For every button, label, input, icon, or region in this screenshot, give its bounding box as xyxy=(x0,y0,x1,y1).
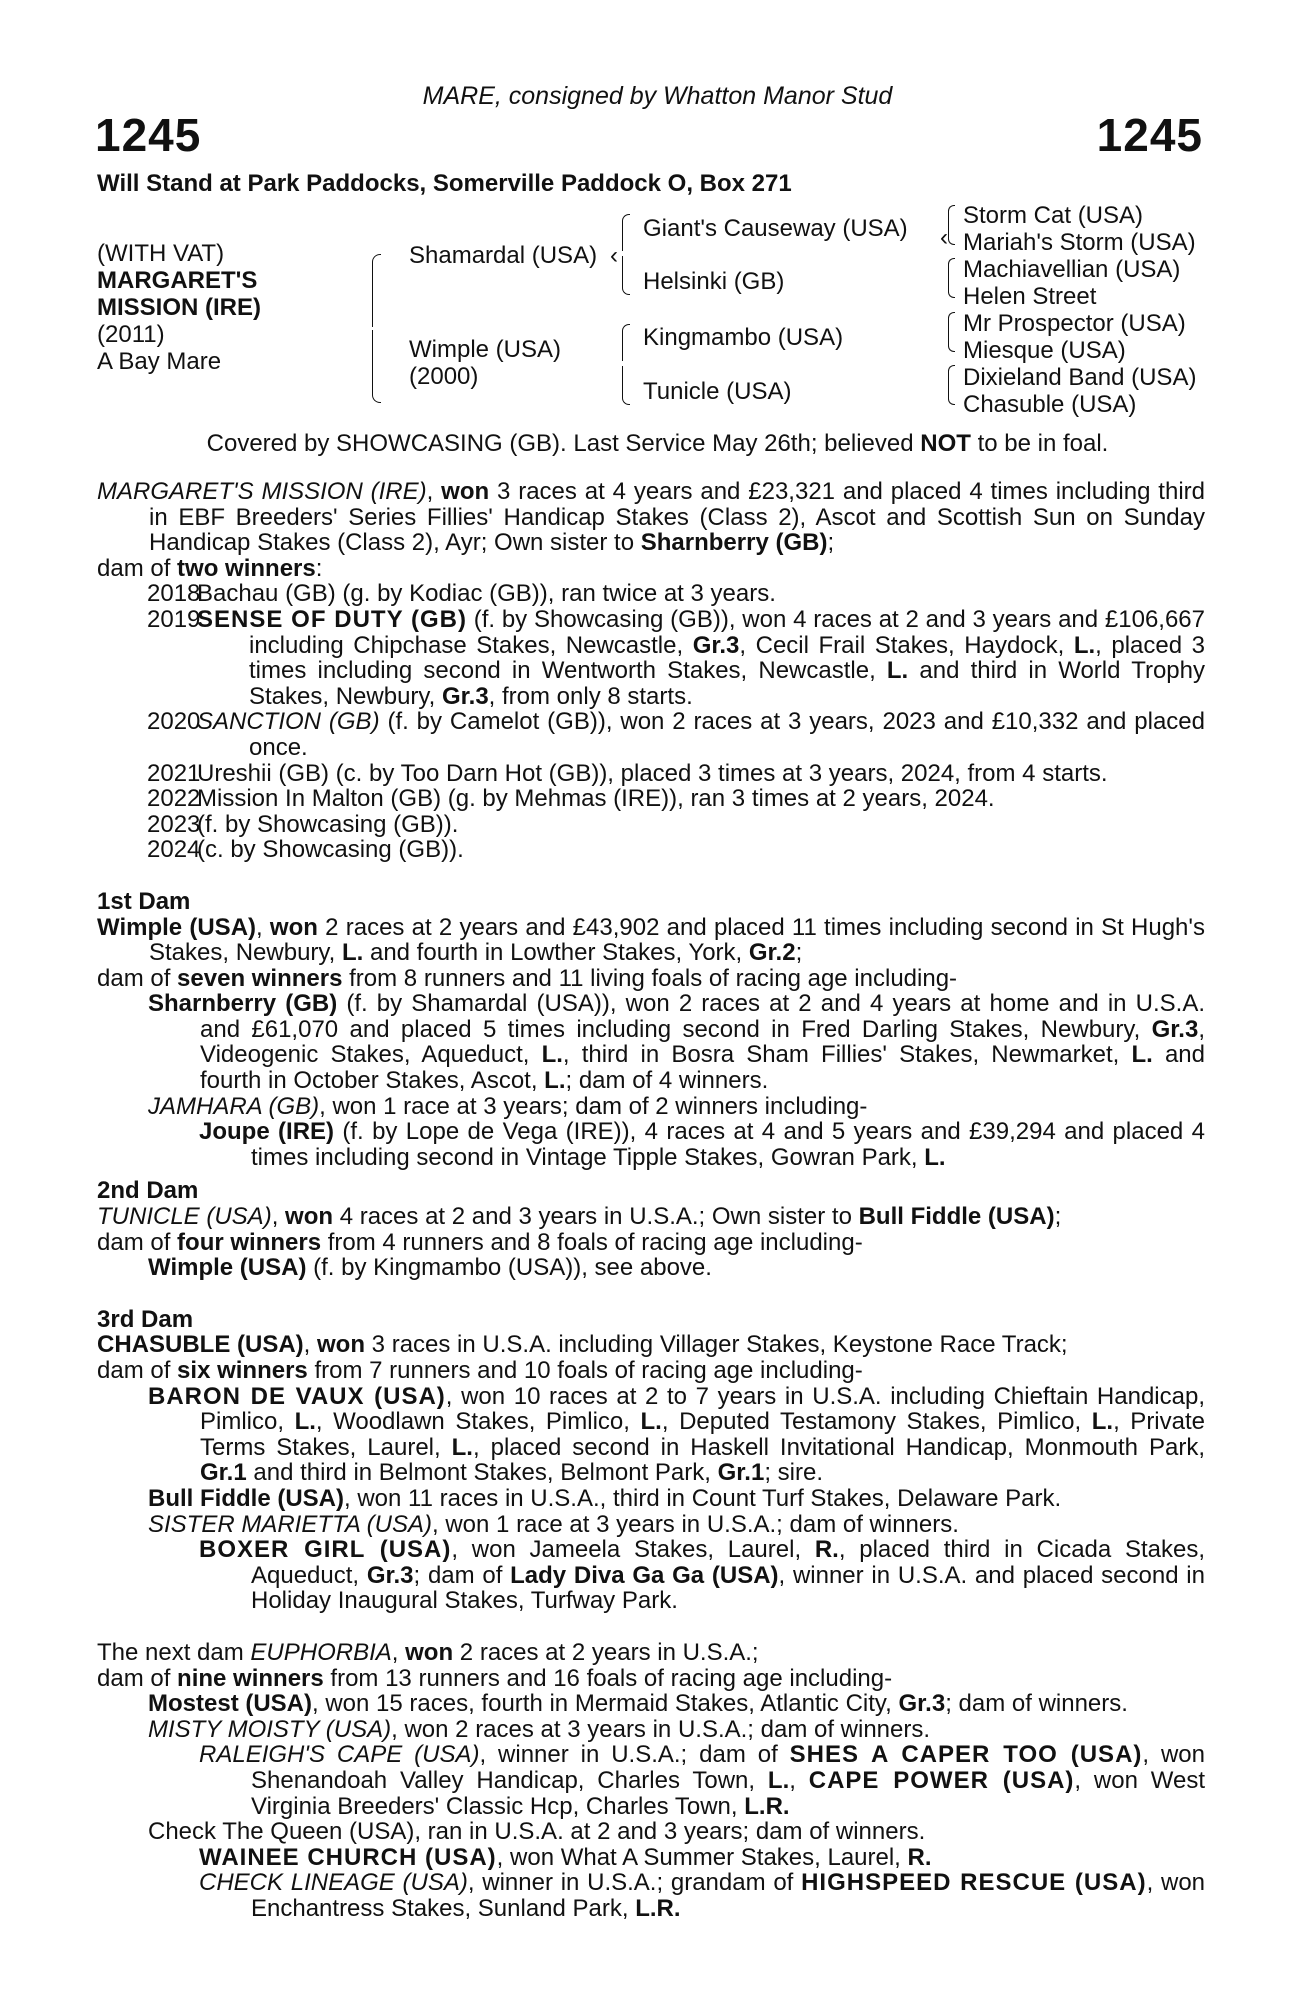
produce-row: 2019 SENSE OF DUTY (GB) (f. by Showcasing (GB)), won 4 races at 2 and 3 years and £106,667 including Chipchase Stakes, Newcastle, Gr.3, Cecil Frail Stakes, Haydock, L., placed 3 times including second in Wentworth Stakes, Newcastle, L. and third in World Trophy Stakes, Newbury, Gr.3, from only 8 starts. xyxy=(97,607,1205,709)
lot-number-right: 1245 xyxy=(1096,109,1203,161)
produce-row: 2024 (c. by Showcasing (GB)). xyxy=(97,837,1205,863)
pedigree-brace xyxy=(948,365,955,405)
pedigree-brace xyxy=(372,254,381,327)
produce-year: 2020 xyxy=(147,708,201,736)
third-dam-grandproduce: BOXER GIRL (USA), won Jameela Stakes, Laurel, R., placed third in Cicada Stakes, Aqueduct, Gr.3; dam of Lady Diva Ga Ga (USA), winner in U.S.A. and placed second in Holiday Inaugural Stakes, Turfway Park. xyxy=(199,1536,1205,1615)
produce-year: 2023 xyxy=(147,810,201,838)
next-dam-produce-summary: dam of nine winners from 13 runners and 16 foals of racing age including- xyxy=(97,1664,893,1692)
mare-record: MARGARET'S MISSION (IRE), won 3 races at 4 years and £23,321 and placed 4 times including third in EBF Breeders' Series Fillies' Handicap Stakes (Class 2), Ascot and Scottish Sun on Sunday Handicap Stakes (Class 2), Ayr; Own sister to Sharnberry (GB); xyxy=(97,478,1205,557)
pedigree-dam-year: (2000) xyxy=(409,363,479,390)
first-dam-produce-summary: dam of seven winners from 8 runners and 11 living foals of racing age including- xyxy=(97,964,958,992)
second-dam-produce: Wimple (USA) (f. by Kingmambo (USA)), see above. xyxy=(148,1254,712,1282)
pedigree-brace xyxy=(622,366,630,405)
pedigree-dd-dam: Chasuble (USA) xyxy=(963,391,1137,418)
second-dam-heading: 2nd Dam xyxy=(97,1177,199,1205)
second-dam-record: TUNICLE (USA), won 4 races at 2 and 3 years in U.S.A.; Own sister to Bull Fiddle (USA); xyxy=(97,1203,1062,1231)
produce-row: 2023 (f. by Showcasing (GB)). xyxy=(97,812,1205,838)
pedigree-brace xyxy=(948,312,955,352)
pedigree-ds-dam: Miesque (USA) xyxy=(963,337,1126,364)
pedigree-ds-sire: Mr Prospector (USA) xyxy=(963,310,1186,337)
next-dam-record: The next dam EUPHORBIA, won 2 races at 2 years in U.S.A.; xyxy=(97,1638,759,1666)
covered-suffix: to be in foal. xyxy=(970,430,1109,457)
horse-description: A Bay Mare xyxy=(97,348,222,375)
vat-label: (WITH VAT) xyxy=(97,240,225,267)
produce-year: 2024 xyxy=(147,836,201,864)
pedigree-dam: Wimple (USA) xyxy=(409,336,562,363)
third-dam-produce: SISTER MARIETTA (USA), won 1 race at 3 years in U.S.A.; dam of winners. xyxy=(148,1510,959,1538)
pedigree-brace xyxy=(622,214,630,251)
covered-statement xyxy=(0,430,1315,458)
covered-prefix: Covered by SHOWCASING (GB). Last Service May 26th; believed xyxy=(206,430,921,457)
produce-row: 2020 SANCTION (GB) (f. by Camelot (GB)), won 2 races at 3 years, 2023 and £10,332 and placed once. xyxy=(97,709,1205,760)
produce-row: 2018 Bachau (GB) (g. by Kodiac (GB)), ran twice at 3 years. xyxy=(97,581,1205,607)
horse-name-line1: MARGARET'S xyxy=(97,267,258,294)
pedigree-brace xyxy=(948,258,955,298)
produce-row: 2022 Mission In Malton (GB) (g. by Mehmas (IRE)), ran 3 times at 2 years, 2024. xyxy=(97,786,1205,812)
pedigree-sd-sire: Machiavellian (USA) xyxy=(963,256,1181,283)
next-dam-grandproduce: RALEIGH'S CAPE (USA), winner in U.S.A.; dam of SHES A CAPER TOO (USA), won Shenandoah Valley Handicap, Charles Town, L., CAPE POWER (USA), won West Virginia Breeders' Classic Hcp, Charles Town, L.R. xyxy=(199,1741,1205,1820)
pedigree-dam-dam: Tunicle (USA) xyxy=(643,378,792,405)
pedigree-dam-sire: Kingmambo (USA) xyxy=(643,324,844,351)
third-dam-record: CHASUBLE (USA), won 3 races in U.S.A. including Villager Stakes, Keystone Race Track; xyxy=(97,1331,1068,1359)
third-dam-produce: Bull Fiddle (USA), won 11 races in U.S.A., third in Count Turf Stakes, Delaware Park. xyxy=(148,1484,1062,1512)
produce-year: 2021 xyxy=(147,759,201,787)
pedigree-sd-dam: Helen Street xyxy=(963,283,1097,310)
first-dam-produce: Sharnberry (GB) (f. by Shamardal (USA)), won 2 races at 2 and 4 years at home and in U.S.A. and £61,070 and placed 5 times including second in Fred Darling Stakes, Newbury, Gr.3, Videogenic Stakes, Aqueduct, L., third in Bosra Sham Fillies' Stakes, Newmarket, L. and fourth in October Stakes, Ascot, L.; dam of 4 winners. xyxy=(148,990,1206,1095)
pedigree-brace xyxy=(622,324,630,361)
pedigree-brace xyxy=(622,256,630,295)
horse-year: (2011) xyxy=(97,321,165,348)
third-dam-produce: BARON DE VAUX (USA), won 10 races at 2 to 7 years in U.S.A. including Chieftain Handicap, Pimlico, L., Woodlawn Stakes, Pimlico, L., Deputed Testamony Stakes, Pimlico, L., Private Terms Stakes, Laurel, L., placed second in Haskell Invitational Handicap, Monmouth Park, Gr.1 and third in Belmont Stakes, Belmont Park, Gr.1; sire. xyxy=(148,1382,1206,1487)
catalogue-body xyxy=(97,479,1205,1921)
third-dam-produce-summary: dam of six winners from 7 runners and 10 foals of racing age including- xyxy=(97,1357,863,1384)
covered-emphasis: NOT xyxy=(920,430,971,457)
lot-number-left: 1245 xyxy=(95,109,202,161)
pedigree-brace-point: ‹ xyxy=(610,242,618,269)
stand-location: Will Stand at Park Paddocks, Somerville Paddock O, Box 271 xyxy=(97,170,792,197)
pedigree-sire-sire: Giant's Causeway (USA) xyxy=(643,215,908,242)
pedigree-ss-dam: Mariah's Storm (USA) xyxy=(963,229,1196,256)
produce-row: 2021 Ureshii (GB) (c. by Too Darn Hot (GB)), placed 3 times at 3 years, 2024, from 4 starts. xyxy=(97,761,1205,787)
pedigree-brace xyxy=(948,205,955,245)
mare-produce-summary: dam of two winners: xyxy=(97,554,323,582)
second-dam-produce-summary: dam of four winners from 4 runners and 8 foals of racing age including- xyxy=(97,1228,863,1256)
pedigree-sire-dam: Helsinki (GB) xyxy=(643,268,785,295)
first-dam-record: Wimple (USA), won 2 races at 2 years and £43,902 and placed 11 times including second in St Hugh's Stakes, Newbury, L. and fourth in Lowther Stakes, York, Gr.2; xyxy=(97,913,1205,967)
next-dam-produce: Mostest (USA), won 15 races, fourth in Mermaid Stakes, Atlantic City, Gr.3; dam of winners. xyxy=(148,1690,1128,1718)
produce-year: 2019 xyxy=(147,605,201,633)
pedigree-brace-point: ‹ xyxy=(940,224,948,251)
pedigree-ss-sire: Storm Cat (USA) xyxy=(963,202,1144,229)
produce-year: 2022 xyxy=(147,785,201,813)
pedigree-brace xyxy=(372,330,381,403)
pedigree-sire: Shamardal (USA) xyxy=(409,242,598,269)
next-dam-produce: MISTY MOISTY (USA), won 2 races at 3 years in U.S.A.; dam of winners. xyxy=(148,1715,931,1743)
next-dam-produce: Check The Queen (USA), ran in U.S.A. at 2 and 3 years; dam of winners. xyxy=(148,1818,926,1846)
consignment-line: MARE, consigned by Whatton Manor Stud xyxy=(422,82,893,110)
next-dam-grandproduce: CHECK LINEAGE (USA), winner in U.S.A.; grandam of HIGHSPEED RESCUE (USA), won Enchantress Stakes, Sunland Park, L.R. xyxy=(199,1869,1206,1922)
next-dam-grandproduce: WAINEE CHURCH (USA), won What A Summer Stakes, Laurel, R. xyxy=(199,1843,932,1871)
first-dam-heading: 1st Dam xyxy=(97,887,191,915)
horse-name-line2: MISSION (IRE) xyxy=(97,294,262,321)
first-dam-grandproduce: Joupe (IRE) (f. by Lope de Vega (IRE)), 4 races at 4 and 5 years and £39,294 and placed 4 times including second in Vintage Tipple Stakes, Gowran Park, L. xyxy=(199,1118,1205,1171)
pedigree-dd-sire: Dixieland Band (USA) xyxy=(963,364,1197,391)
produce-year: 2018 xyxy=(147,580,201,608)
horse-identity xyxy=(97,240,261,375)
third-dam-heading: 3rd Dam xyxy=(97,1305,194,1333)
first-dam-produce: JAMHARA (GB), won 1 race at 3 years; dam of 2 winners including- xyxy=(148,1092,868,1120)
